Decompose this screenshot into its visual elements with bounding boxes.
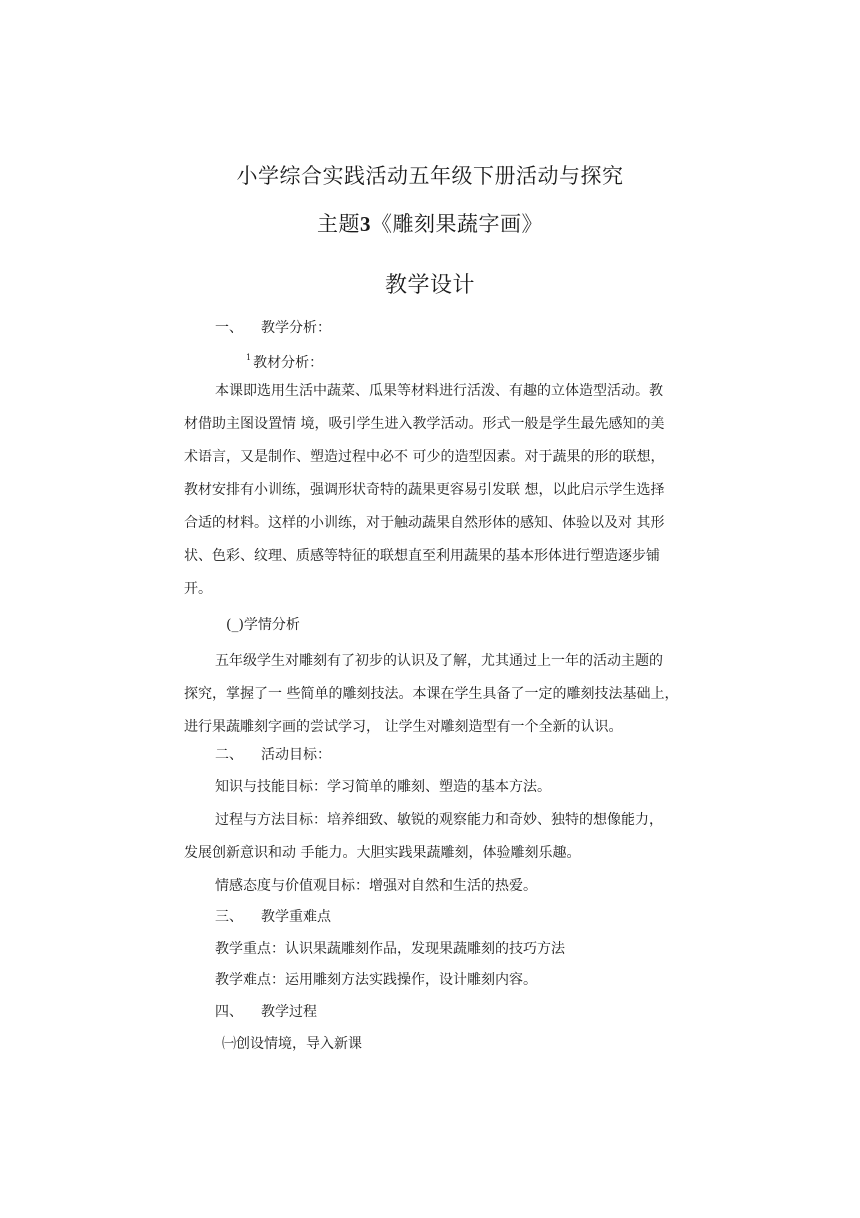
goal-process-line1: 过程与方法目标：培养细致、敏锐的观察能力和奇妙、独特的想像能力，: [215, 812, 663, 828]
section4-heading: [215, 1002, 317, 1022]
doc-title-line1: 小学综合实践活动五年级下册活动与探究: [236, 164, 624, 188]
subsection-student-analysis: (_)学情分析: [226, 617, 300, 633]
section1-number: 一、: [215, 320, 243, 336]
paragraph-line: 开。: [184, 581, 212, 597]
teaching-key-point: 教学重点：认识果蔬雕刻作品，发现果蔬雕刻的技巧方法: [215, 941, 565, 957]
goal-attitude: 情感态度与价值观目标：增强对自然和生活的热爱。: [215, 878, 537, 894]
doc-title-line2: [0, 208, 860, 238]
section1-label: 教学分析：: [261, 320, 331, 336]
doc-subtitle: 教学设计: [384, 273, 475, 298]
paragraph-line: 进行果蔬雕刻字画的尝试学习， 让学生对雕刻造型有一个全新的认识。: [184, 719, 623, 735]
paragraph-line: 本课即选用生活中蔬菜、瓜果等材料进行活泼、有趣的立体造型活动。教: [215, 383, 663, 399]
subsection-marker: 1: [246, 353, 252, 362]
section4-label: 教学过程: [261, 1004, 317, 1020]
paragraph-line: 材借助主图设置情 境，吸引学生进入教学活动。形式一般是学生最先感知的美: [184, 416, 665, 432]
paragraph-line: 状、色彩、纹理、质感等特征的联想直至利用蔬果的基本形体进行塑造逐步铺: [184, 548, 660, 564]
section3-label: 教学重难点: [261, 909, 331, 925]
section2-heading: [215, 745, 331, 765]
paragraph-line: 术语言，又是制作、塑造过程中必不 可少的造型因素。对于蔬果的形的联想，: [184, 449, 665, 465]
subsection-textbook-analysis: [246, 348, 323, 373]
goal-process-line2: 发展创新意识和动 手能力。大胆实践果蔬雕刻，体验雕刻乐趣。: [184, 845, 581, 861]
goal-knowledge: 知识与技能目标：学习简单的雕刻、塑造的基本方法。: [215, 779, 551, 795]
paragraph-line: 教材安排有小训练，强调形状奇特的蔬果更容易引发联 想，以此启示学生选择: [184, 482, 665, 498]
section3-number: 三、: [215, 909, 243, 925]
section3-heading: [215, 907, 331, 927]
title-suffix: 《雕刻果蔬字画》: [371, 212, 543, 236]
teaching-difficulty: 教学难点：运用雕刻方法实践操作，设计雕刻内容。: [215, 972, 537, 988]
title-prefix: 主题: [317, 212, 360, 236]
section2-number: 二、: [215, 747, 243, 763]
textbook-analysis-paragraph: [184, 375, 678, 606]
process-step1: ㈠创设情境，导入新课: [222, 1036, 362, 1052]
student-analysis-paragraph: [184, 645, 678, 744]
subsection-label: 教材分析：: [253, 355, 324, 371]
section4-number: 四、: [215, 1004, 243, 1020]
title-number: 3: [360, 212, 371, 236]
paragraph-line: 五年级学生对雕刻有了初步的认识及了解，尤其通过上一年的活动主题的: [215, 653, 663, 669]
paragraph-line: 合适的材料。这样的小训练，对于触动蔬果自然形体的感知、体验以及对 其形: [184, 515, 665, 531]
section1-heading: [215, 318, 331, 338]
paragraph-line: 探究，掌握了一 些简单的雕刻技法。本课在学生具备了一定的雕刻技法基础上，: [184, 686, 679, 702]
section2-label: 活动目标：: [261, 747, 331, 763]
